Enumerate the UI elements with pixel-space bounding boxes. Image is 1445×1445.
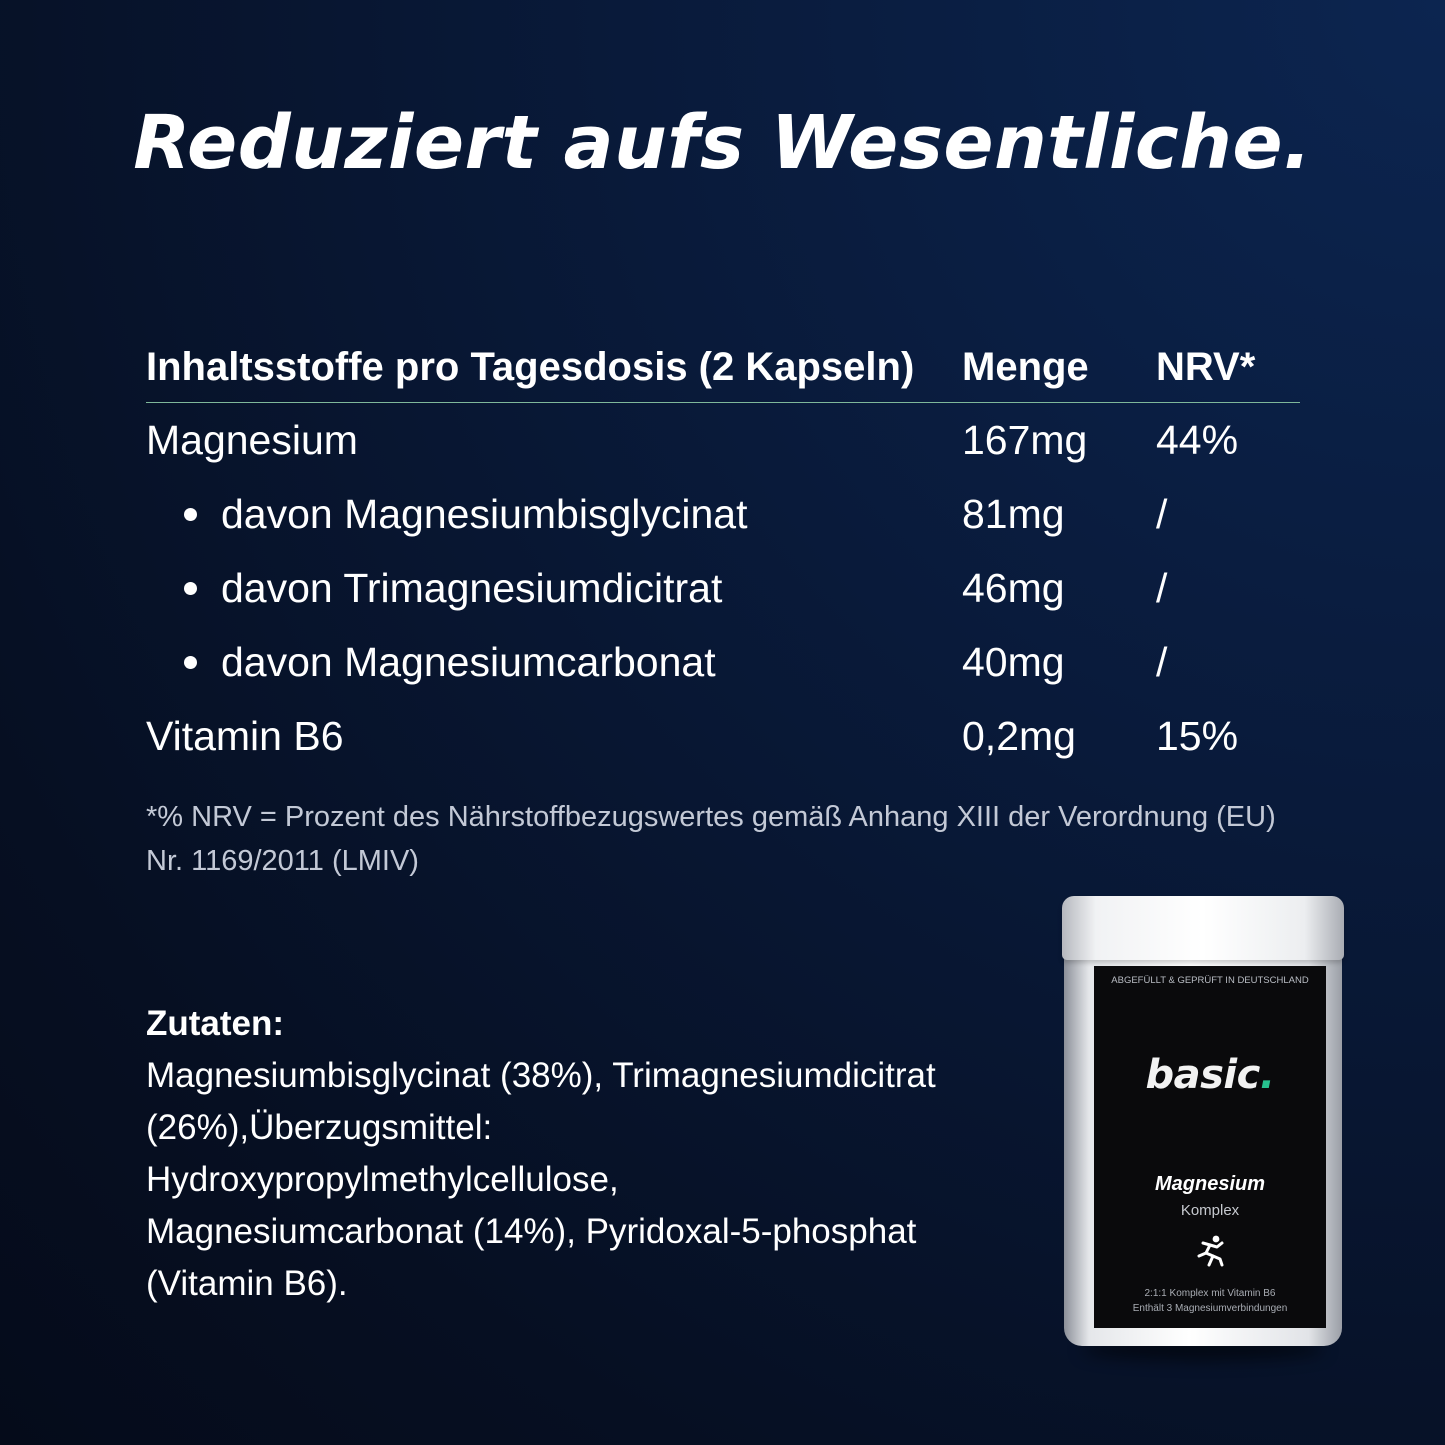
label-small-text	[1094, 1286, 1326, 1316]
row-nrv: 44%	[1156, 416, 1239, 463]
row-name: davon Trimagnesiumdicitrat	[221, 564, 723, 611]
row-name: davon Magnesiumcarbonat	[221, 638, 716, 685]
nutrition-table	[146, 330, 1300, 773]
brand-logo	[1094, 1052, 1326, 1098]
row-amount: 40mg	[962, 638, 1065, 685]
label-small-line: 2:1:1 Komplex mit Vitamin B6	[1144, 1288, 1276, 1299]
bullet-icon	[184, 582, 197, 595]
product-name: Magnesium	[1154, 1173, 1266, 1195]
ingredients-line: (26%),Überzugsmittel:	[146, 1108, 493, 1147]
product-jar-image	[1062, 896, 1344, 1346]
row-amount: 46mg	[962, 564, 1065, 611]
label-small-line: Enthält 3 Magnesiumverbindungen	[1132, 1303, 1288, 1314]
row-amount: 81mg	[962, 490, 1065, 537]
row-nrv: 15%	[1156, 712, 1239, 759]
brand-name: basic	[1145, 1052, 1260, 1098]
label-origin-text: ABGEFÜLLT & GEPRÜFT IN DEUTSCHLAND	[1111, 975, 1309, 986]
row-nrv: /	[1156, 490, 1168, 537]
table-header	[146, 330, 1300, 403]
header-nrv: NRV*	[1156, 345, 1256, 389]
runner-icon	[1195, 1234, 1231, 1270]
nrv-footnote: *% NRV = Prozent des Nährstoffbezugswertes gemäß Anhang XIII der Verordnung (EU) Nr. 1169/2011 (LMIV)	[146, 801, 1276, 877]
ingredients-line: (Vitamin B6).	[146, 1264, 348, 1303]
headline: Reduziert aufs Wesentliche.	[133, 100, 1312, 186]
bullet-icon	[184, 656, 197, 669]
brand-dot: .	[1259, 1052, 1275, 1098]
row-nrv: /	[1156, 638, 1168, 685]
row-nrv: /	[1156, 564, 1168, 611]
table-row	[146, 625, 1300, 699]
table-row	[146, 551, 1300, 625]
header-ingredient: Inhaltsstoffe pro Tagesdosis (2 Kapseln)	[146, 345, 915, 389]
ingredients-line: Hydroxypropylmethylcellulose,	[146, 1160, 619, 1199]
row-amount: 0,2mg	[962, 712, 1076, 759]
table-row	[146, 477, 1300, 551]
jar-label	[1094, 966, 1326, 1328]
ingredients-line: Magnesiumcarbonat (14%), Pyridoxal-5-phosphat	[146, 1212, 917, 1251]
product-subtitle: Komplex	[1180, 1202, 1240, 1219]
row-name: Vitamin B6	[146, 712, 344, 759]
ingredients-line: Magnesiumbisglycinat (38%), Trimagnesiumdicitrat	[146, 1056, 936, 1095]
header-amount: Menge	[962, 345, 1089, 389]
table-row	[146, 403, 1300, 477]
row-amount: 167mg	[962, 416, 1088, 463]
ingredients-section	[146, 998, 1026, 1310]
jar-lid	[1062, 896, 1344, 960]
row-name: davon Magnesiumbisglycinat	[221, 490, 748, 537]
ingredients-title: Zutaten:	[146, 1004, 285, 1043]
bullet-icon	[184, 508, 197, 521]
table-row	[146, 699, 1300, 773]
row-name: Magnesium	[146, 416, 358, 463]
